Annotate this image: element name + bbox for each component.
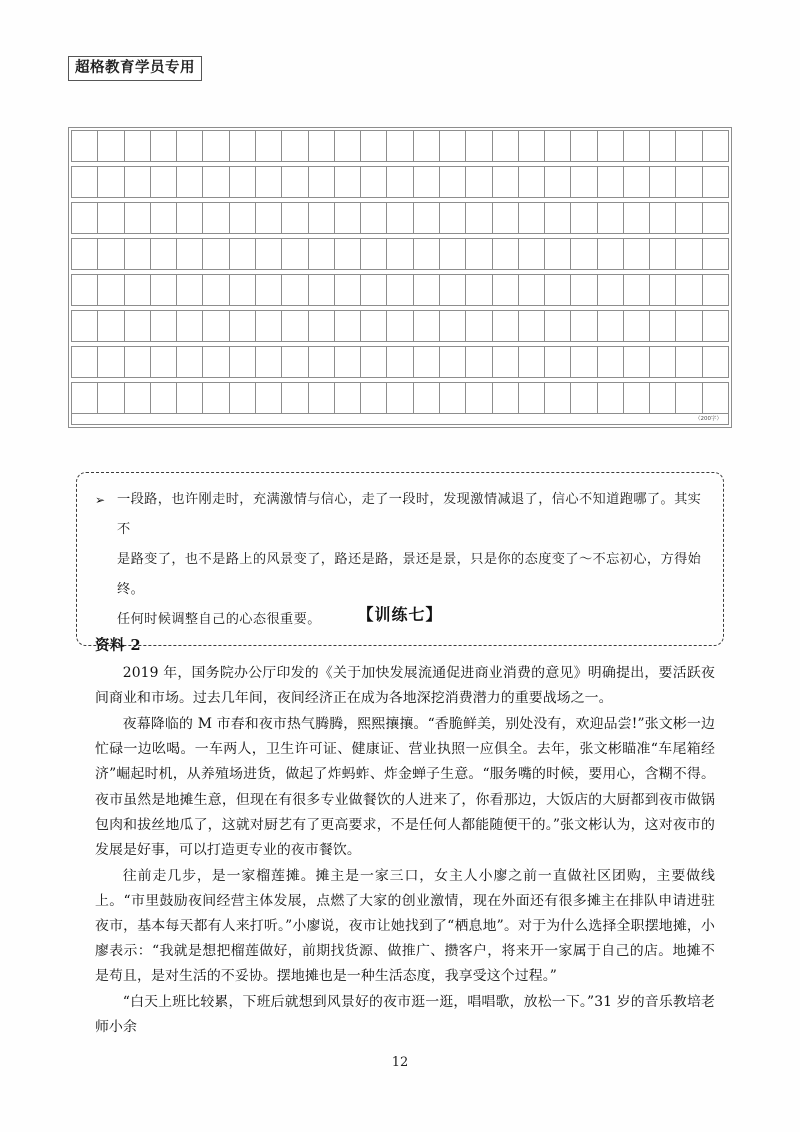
body-paragraph: “白天上班比较累，下班后就想到风景好的夜市逛一逛，唱唱歌，放松一下。”31 岁的音乐教培老师小余 xyxy=(95,994,715,1036)
manuscript-cell[interactable] xyxy=(177,311,203,341)
manuscript-cell[interactable] xyxy=(151,311,177,341)
manuscript-cell[interactable] xyxy=(440,311,466,341)
manuscript-cell[interactable] xyxy=(125,167,151,197)
manuscript-cell[interactable] xyxy=(282,167,308,197)
manuscript-cell[interactable] xyxy=(387,275,413,305)
manuscript-cell[interactable] xyxy=(125,311,151,341)
manuscript-cell[interactable] xyxy=(624,239,650,269)
manuscript-row xyxy=(71,202,729,234)
manuscript-row xyxy=(71,310,729,342)
manuscript-cell[interactable] xyxy=(571,203,597,233)
manuscript-cell[interactable] xyxy=(203,203,229,233)
manuscript-cell[interactable] xyxy=(230,275,256,305)
manuscript-cell[interactable] xyxy=(676,275,702,305)
manuscript-grid xyxy=(68,127,732,428)
manuscript-cell[interactable] xyxy=(335,275,361,305)
manuscript-cell[interactable] xyxy=(72,347,98,377)
manuscript-cell[interactable] xyxy=(703,239,728,269)
manuscript-cell[interactable] xyxy=(598,239,624,269)
manuscript-cell[interactable] xyxy=(98,167,124,197)
manuscript-cell[interactable] xyxy=(571,347,597,377)
manuscript-cell[interactable] xyxy=(676,239,702,269)
manuscript-cell[interactable] xyxy=(545,239,571,269)
manuscript-cell[interactable] xyxy=(282,275,308,305)
manuscript-cell[interactable] xyxy=(335,383,361,413)
manuscript-cell[interactable] xyxy=(598,347,624,377)
manuscript-cell[interactable] xyxy=(650,239,676,269)
manuscript-cell[interactable] xyxy=(676,383,702,413)
manuscript-cell[interactable] xyxy=(545,167,571,197)
manuscript-cell[interactable] xyxy=(650,167,676,197)
manuscript-cell[interactable] xyxy=(598,203,624,233)
manuscript-cell[interactable] xyxy=(545,203,571,233)
manuscript-cell[interactable] xyxy=(571,311,597,341)
manuscript-cell[interactable] xyxy=(545,347,571,377)
manuscript-cell[interactable] xyxy=(72,167,98,197)
manuscript-cell[interactable] xyxy=(676,311,702,341)
manuscript-cell[interactable] xyxy=(177,167,203,197)
body-paragraph: 夜幕降临的 M 市春和夜市热气腾腾，熙熙攘攘。“香脆鲜美，别处没有，欢迎品尝!”张文彬一边忙碌一边吆喝。一车两人，卫生许可证、健康证、营业执照一应俱全。去年，张文彬瞄准“车尾箱经济”崛起时机，从养殖场进货，做起了炸蚂蚱、炸金蝉子生意。“服务嘴的时候，要用心，含糊不得。夜市虽然是地摊生意，但现在有很多专业做餐饮的人进来了，你看那边，大饭店的大厨都到夜市做锅包肉和拔丝地瓜了，这就对厨艺有了更高要求，不是任何人都能随便干的。”张文彬认为，这对夜市的发展是好事，可以打造更专业的夜市餐饮。 xyxy=(95,715,715,858)
manuscript-cell[interactable] xyxy=(414,167,440,197)
manuscript-cell[interactable] xyxy=(466,167,492,197)
manuscript-cell[interactable] xyxy=(493,203,519,233)
manuscript-cell[interactable] xyxy=(387,203,413,233)
manuscript-cell[interactable] xyxy=(387,167,413,197)
manuscript-cell[interactable] xyxy=(230,203,256,233)
manuscript-cell[interactable] xyxy=(72,203,98,233)
quote-line-text: 是路变了，也不是路上的风景变了，路还是路，景还是景，只是你的态度变了～不忘初心，方得始终。 xyxy=(117,552,702,597)
manuscript-cell[interactable] xyxy=(72,275,98,305)
manuscript-cell[interactable] xyxy=(203,347,229,377)
manuscript-cell[interactable] xyxy=(309,275,335,305)
manuscript-cell[interactable] xyxy=(98,311,124,341)
manuscript-row xyxy=(71,274,729,306)
manuscript-cell[interactable] xyxy=(414,131,440,161)
manuscript-cell[interactable] xyxy=(203,311,229,341)
manuscript-cell[interactable] xyxy=(282,203,308,233)
manuscript-cell[interactable] xyxy=(493,347,519,377)
body-content xyxy=(95,634,715,1041)
manuscript-cell[interactable] xyxy=(282,383,308,413)
manuscript-row xyxy=(71,346,729,378)
manuscript-cell[interactable] xyxy=(282,131,308,161)
manuscript-cell[interactable] xyxy=(230,383,256,413)
manuscript-cell[interactable] xyxy=(309,203,335,233)
manuscript-cell[interactable] xyxy=(545,311,571,341)
manuscript-cell[interactable] xyxy=(440,167,466,197)
manuscript-cell[interactable] xyxy=(361,383,387,413)
body-paragraph: 往前走几步，是一家榴莲摊。摊主是一家三口，女主人小廖之前一直做社区团购，主要做线上。“市里鼓励夜间经营主体发展，点燃了大家的创业激情，现在外面还有很多摊主在排队申请进驻夜市，基本每天都有人来打听。”小廖说，夜市让她找到了“栖息地”。对于为什么选择全职摆地摊，小廖表示：“我就是想把榴莲做好，前期找货源、做推广、攒客户，将来开一家属于自己的店。地摊不是苟且，是对生活的不妥协。摆地摊也是一种生活态度，我享受这个过程。” xyxy=(95,867,715,985)
manuscript-cell[interactable] xyxy=(309,131,335,161)
manuscript-cell[interactable] xyxy=(125,275,151,305)
manuscript-cell[interactable] xyxy=(440,275,466,305)
manuscript-cell[interactable] xyxy=(98,239,124,269)
manuscript-cell[interactable] xyxy=(177,203,203,233)
manuscript-cell[interactable] xyxy=(282,347,308,377)
page-number: 12 xyxy=(391,1055,409,1070)
manuscript-cell[interactable] xyxy=(256,383,282,413)
manuscript-cell[interactable] xyxy=(230,347,256,377)
manuscript-cell[interactable] xyxy=(466,311,492,341)
manuscript-cell[interactable] xyxy=(177,239,203,269)
manuscript-cell[interactable] xyxy=(151,167,177,197)
manuscript-cell[interactable] xyxy=(177,131,203,161)
manuscript-cell[interactable] xyxy=(361,167,387,197)
manuscript-cell[interactable] xyxy=(624,347,650,377)
manuscript-row xyxy=(71,382,729,414)
manuscript-cell[interactable] xyxy=(335,167,361,197)
manuscript-cell[interactable] xyxy=(414,203,440,233)
manuscript-cell[interactable] xyxy=(203,167,229,197)
manuscript-cell[interactable] xyxy=(440,239,466,269)
manuscript-cell[interactable] xyxy=(650,203,676,233)
manuscript-cell[interactable] xyxy=(203,239,229,269)
manuscript-cell[interactable] xyxy=(335,347,361,377)
manuscript-cell[interactable] xyxy=(493,131,519,161)
manuscript-cell[interactable] xyxy=(151,383,177,413)
manuscript-cell[interactable] xyxy=(72,311,98,341)
manuscript-cell[interactable] xyxy=(676,167,702,197)
manuscript-cell[interactable] xyxy=(519,239,545,269)
manuscript-cell[interactable] xyxy=(703,311,728,341)
manuscript-cell[interactable] xyxy=(256,131,282,161)
manuscript-cell[interactable] xyxy=(72,131,98,161)
manuscript-cell[interactable] xyxy=(624,131,650,161)
manuscript-cell[interactable] xyxy=(571,167,597,197)
manuscript-cell[interactable] xyxy=(309,239,335,269)
manuscript-cell[interactable] xyxy=(493,275,519,305)
manuscript-cell[interactable] xyxy=(98,203,124,233)
quote-line xyxy=(91,485,707,545)
manuscript-cell[interactable] xyxy=(519,275,545,305)
manuscript-cell[interactable] xyxy=(519,167,545,197)
manuscript-cell[interactable] xyxy=(387,311,413,341)
manuscript-cell[interactable] xyxy=(282,239,308,269)
manuscript-cell[interactable] xyxy=(335,203,361,233)
manuscript-cell[interactable] xyxy=(387,347,413,377)
manuscript-cell[interactable] xyxy=(125,347,151,377)
manuscript-cell[interactable] xyxy=(361,311,387,341)
manuscript-cell[interactable] xyxy=(676,347,702,377)
manuscript-cell[interactable] xyxy=(519,203,545,233)
manuscript-cell[interactable] xyxy=(440,383,466,413)
manuscript-cell[interactable] xyxy=(466,239,492,269)
manuscript-cell[interactable] xyxy=(440,203,466,233)
manuscript-cell[interactable] xyxy=(414,347,440,377)
manuscript-cell[interactable] xyxy=(177,347,203,377)
manuscript-cell[interactable] xyxy=(151,275,177,305)
manuscript-cell[interactable] xyxy=(545,383,571,413)
manuscript-cell[interactable] xyxy=(98,347,124,377)
manuscript-cell[interactable] xyxy=(624,275,650,305)
manuscript-cell[interactable] xyxy=(703,347,728,377)
manuscript-cell[interactable] xyxy=(151,203,177,233)
manuscript-cell[interactable] xyxy=(466,275,492,305)
manuscript-cell[interactable] xyxy=(309,167,335,197)
manuscript-cell[interactable] xyxy=(387,239,413,269)
quote-line-text: 任何时候调整自己的心态很重要。 xyxy=(117,612,321,627)
quote-line xyxy=(91,545,707,605)
manuscript-row xyxy=(71,130,729,162)
manuscript-cell[interactable] xyxy=(361,131,387,161)
manuscript-cell[interactable] xyxy=(598,311,624,341)
manuscript-cell[interactable] xyxy=(440,131,466,161)
manuscript-cell[interactable] xyxy=(72,239,98,269)
manuscript-cell[interactable] xyxy=(309,311,335,341)
manuscript-cell[interactable] xyxy=(545,275,571,305)
manuscript-cell[interactable] xyxy=(230,131,256,161)
manuscript-cell[interactable] xyxy=(519,311,545,341)
manuscript-cell[interactable] xyxy=(256,167,282,197)
manuscript-cell[interactable] xyxy=(335,239,361,269)
manuscript-cell[interactable] xyxy=(230,167,256,197)
manuscript-cell[interactable] xyxy=(650,131,676,161)
manuscript-cell[interactable] xyxy=(151,131,177,161)
manuscript-cell[interactable] xyxy=(414,383,440,413)
manuscript-cell[interactable] xyxy=(335,131,361,161)
manuscript-cell[interactable] xyxy=(125,383,151,413)
manuscript-cell[interactable] xyxy=(571,239,597,269)
manuscript-cell[interactable] xyxy=(571,275,597,305)
manuscript-cell[interactable] xyxy=(650,275,676,305)
manuscript-cell[interactable] xyxy=(493,167,519,197)
manuscript-cell[interactable] xyxy=(466,131,492,161)
manuscript-cell[interactable] xyxy=(466,383,492,413)
material-label: 资料 2 xyxy=(95,637,142,654)
manuscript-cell[interactable] xyxy=(230,311,256,341)
manuscript-cell[interactable] xyxy=(519,131,545,161)
manuscript-grid-footer xyxy=(71,414,729,425)
manuscript-cell[interactable] xyxy=(151,347,177,377)
manuscript-cell[interactable] xyxy=(387,131,413,161)
manuscript-cell[interactable] xyxy=(177,275,203,305)
manuscript-cell[interactable] xyxy=(361,239,387,269)
manuscript-cell[interactable] xyxy=(703,383,728,413)
manuscript-cell[interactable] xyxy=(282,311,308,341)
manuscript-cell[interactable] xyxy=(230,239,256,269)
manuscript-cell[interactable] xyxy=(650,311,676,341)
manuscript-cell[interactable] xyxy=(624,311,650,341)
manuscript-cell[interactable] xyxy=(98,131,124,161)
manuscript-cell[interactable] xyxy=(125,239,151,269)
manuscript-cell[interactable] xyxy=(256,311,282,341)
manuscript-cell[interactable] xyxy=(361,347,387,377)
manuscript-row xyxy=(71,166,729,198)
manuscript-cell[interactable] xyxy=(624,203,650,233)
manuscript-cell[interactable] xyxy=(335,311,361,341)
body-paragraph: 2019 年，国务院办公厅印发的《关于加快发展流通促进商业消费的意见》明确提出，要活跃夜间商业和市场。过去几年间，夜间经济正在成为各地深挖消费潜力的重要战场之一。 xyxy=(95,665,715,707)
manuscript-cell[interactable] xyxy=(598,275,624,305)
manuscript-cell[interactable] xyxy=(571,383,597,413)
watermark-stamp: 超格教育学员专用 xyxy=(68,56,202,81)
manuscript-cell[interactable] xyxy=(256,239,282,269)
manuscript-cell[interactable] xyxy=(440,347,466,377)
manuscript-cell[interactable] xyxy=(256,203,282,233)
manuscript-cell[interactable] xyxy=(703,131,728,161)
manuscript-cell[interactable] xyxy=(203,131,229,161)
manuscript-cell[interactable] xyxy=(598,167,624,197)
manuscript-cell[interactable] xyxy=(598,131,624,161)
manuscript-cell[interactable] xyxy=(624,383,650,413)
manuscript-cell[interactable] xyxy=(650,347,676,377)
manuscript-cell[interactable] xyxy=(650,383,676,413)
manuscript-cell[interactable] xyxy=(571,131,597,161)
manuscript-cell[interactable] xyxy=(414,311,440,341)
manuscript-cell[interactable] xyxy=(256,347,282,377)
manuscript-cell[interactable] xyxy=(125,203,151,233)
manuscript-cell[interactable] xyxy=(414,239,440,269)
arrow-bullet-icon: ➢ xyxy=(95,493,106,507)
manuscript-cell[interactable] xyxy=(466,347,492,377)
manuscript-cell[interactable] xyxy=(703,275,728,305)
manuscript-cell[interactable] xyxy=(624,167,650,197)
manuscript-cell[interactable] xyxy=(387,383,413,413)
manuscript-char-count-label: （200字） xyxy=(695,416,722,422)
manuscript-cell[interactable] xyxy=(676,131,702,161)
manuscript-cell[interactable] xyxy=(703,203,728,233)
manuscript-cell[interactable] xyxy=(676,203,702,233)
manuscript-cell[interactable] xyxy=(309,347,335,377)
manuscript-cell[interactable] xyxy=(177,383,203,413)
manuscript-cell[interactable] xyxy=(493,383,519,413)
manuscript-cell[interactable] xyxy=(493,239,519,269)
manuscript-cell[interactable] xyxy=(125,131,151,161)
manuscript-cell[interactable] xyxy=(98,383,124,413)
manuscript-cell[interactable] xyxy=(493,311,519,341)
manuscript-row xyxy=(71,238,729,270)
manuscript-cell[interactable] xyxy=(414,275,440,305)
manuscript-cell[interactable] xyxy=(256,275,282,305)
manuscript-cell[interactable] xyxy=(203,383,229,413)
manuscript-cell[interactable] xyxy=(519,383,545,413)
manuscript-cell[interactable] xyxy=(598,383,624,413)
manuscript-cell[interactable] xyxy=(203,275,229,305)
manuscript-cell[interactable] xyxy=(519,347,545,377)
manuscript-cell[interactable] xyxy=(361,203,387,233)
manuscript-cell[interactable] xyxy=(361,275,387,305)
manuscript-cell[interactable] xyxy=(545,131,571,161)
quote-line-text: 一段路，也许刚走时，充满激情与信心，走了一段时，发现激情减退了，信心不知道跑哪了。其实不 xyxy=(117,492,702,537)
manuscript-cell[interactable] xyxy=(98,275,124,305)
manuscript-cell[interactable] xyxy=(72,383,98,413)
section-title: 【训练七】 xyxy=(357,605,443,624)
manuscript-cell[interactable] xyxy=(466,203,492,233)
manuscript-cell[interactable] xyxy=(151,239,177,269)
manuscript-cell[interactable] xyxy=(309,383,335,413)
manuscript-cell[interactable] xyxy=(703,167,728,197)
